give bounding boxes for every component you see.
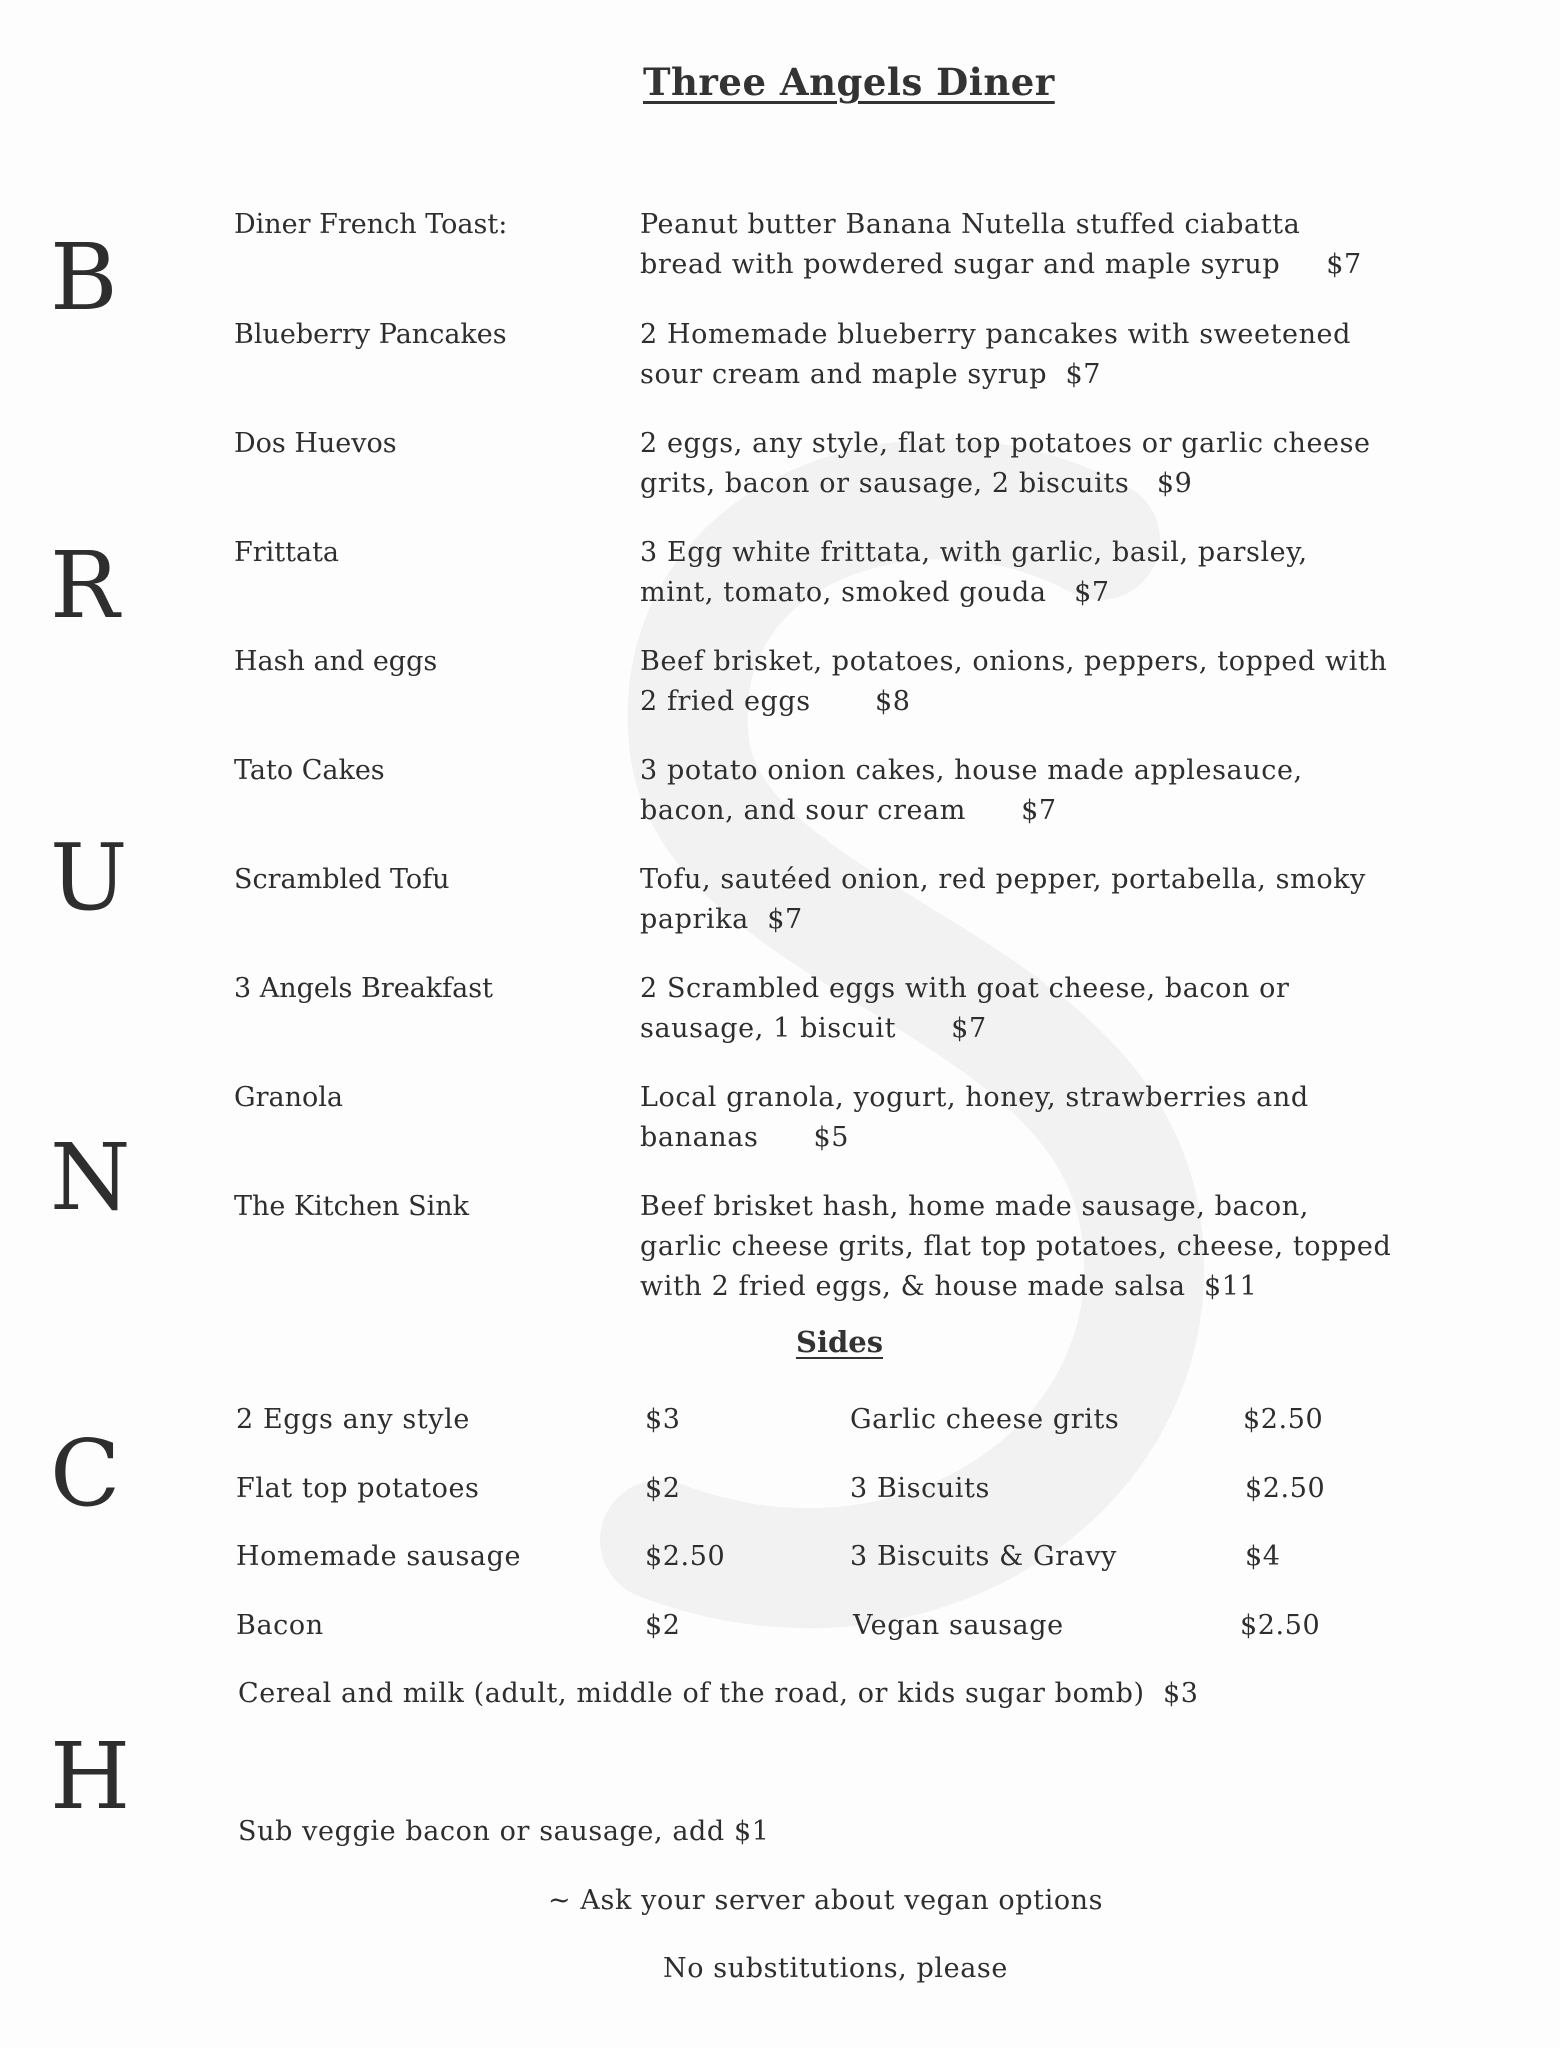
- menu-item-price: $7: [1021, 795, 1057, 826]
- description-text: mint, tomato, smoked gouda: [640, 577, 1047, 608]
- side-letter-c: C: [50, 1420, 121, 1527]
- description-text: grits, bacon or sausage, 2 biscuits: [640, 468, 1130, 499]
- menu-item-name: Diner French Toast:: [234, 209, 508, 240]
- side-name: 3 Biscuits: [850, 1473, 990, 1504]
- description-line: 2 eggs, any style, flat top potatoes or garlic cheese: [640, 428, 1371, 459]
- menu-item-description: [640, 642, 1540, 722]
- side-price: $4: [1245, 1541, 1281, 1572]
- description-text: sausage, 1 biscuit: [640, 1013, 897, 1044]
- description-line: Beef brisket, potatoes, onions, peppers, topped with: [640, 646, 1388, 677]
- menu-item-name: Granola: [234, 1082, 343, 1113]
- description-line: [640, 1009, 1540, 1049]
- side-name: Vegan sausage: [853, 1610, 1064, 1641]
- side-name: 2 Eggs any style: [236, 1404, 470, 1435]
- description-line: garlic cheese grits, flat top potatoes, cheese, topped: [640, 1231, 1392, 1262]
- side-price: $2: [645, 1610, 681, 1641]
- description-line: 3 potato onion cakes, house made applesauce,: [640, 755, 1303, 786]
- menu-item-price: $7: [1074, 577, 1110, 608]
- description-text: sour cream and maple syrup: [640, 359, 1048, 390]
- menu-item-description: [640, 860, 1540, 940]
- menu-item-name: Tato Cakes: [234, 755, 385, 786]
- watermark-s-icon: [540, 420, 1260, 1720]
- description-line: Local granola, yogurt, honey, strawberries and: [640, 1082, 1309, 1113]
- description-text: bananas: [640, 1122, 759, 1153]
- side-price: $2.50: [1243, 1404, 1324, 1435]
- description-line: Beef brisket hash, home made sausage, bacon,: [640, 1191, 1309, 1222]
- menu-item-name: Frittata: [234, 537, 340, 568]
- menu-item-name: The Kitchen Sink: [234, 1191, 469, 1222]
- side-name: Bacon: [236, 1610, 324, 1641]
- side-price: $3: [645, 1404, 681, 1435]
- menu-item-price: $11: [1204, 1271, 1258, 1302]
- description-line: [640, 573, 1540, 613]
- description-line: 2 Homemade blueberry pancakes with sweetened: [640, 319, 1352, 350]
- page-title: Three Angels Diner: [643, 60, 1055, 104]
- side-name: 3 Biscuits & Gravy: [850, 1541, 1118, 1572]
- menu-item-price: $7: [951, 1013, 987, 1044]
- menu-item-price: $7: [1326, 249, 1362, 280]
- cereal-side: [238, 1674, 1199, 1714]
- side-price: $2.50: [645, 1541, 726, 1572]
- menu-item-name: Dos Huevos: [234, 428, 397, 459]
- description-text: bacon, and sour cream: [640, 795, 966, 826]
- side-letter-n: N: [50, 1124, 131, 1231]
- description-line: Peanut butter Banana Nutella stuffed ciabatta: [640, 209, 1301, 240]
- menu-item-description: [640, 205, 1540, 285]
- side-price: $3: [1163, 1678, 1199, 1709]
- side-name: Homemade sausage: [236, 1541, 522, 1572]
- menu-item-price: $8: [875, 686, 911, 717]
- menu-item-description: [640, 751, 1540, 831]
- side-letter-h: H: [50, 1723, 131, 1830]
- description-line: [640, 1118, 1540, 1158]
- no-substitutions-note: No substitutions, please: [663, 1953, 1008, 1984]
- menu-item-description: [640, 1187, 1540, 1307]
- menu-item-price: $5: [813, 1122, 850, 1153]
- menu-item-description: [640, 533, 1540, 613]
- menu-item-description: [640, 424, 1540, 504]
- side-letter-u: U: [50, 824, 128, 931]
- description-line: [640, 355, 1540, 395]
- menu-item-price: $7: [767, 904, 803, 935]
- side-letter-r: R: [50, 532, 120, 639]
- menu-item-name: 3 Angels Breakfast: [234, 973, 493, 1004]
- description-text: 2 fried eggs: [640, 686, 811, 717]
- description-line: [640, 682, 1540, 722]
- menu-item-name: Hash and eggs: [234, 646, 438, 677]
- menu-item-description: [640, 969, 1540, 1049]
- description-line: [640, 464, 1540, 504]
- side-name: Cereal and milk (adult, middle of the road, or kids sugar bomb): [238, 1678, 1145, 1709]
- description-line: [640, 245, 1540, 285]
- description-line: 3 Egg white frittata, with garlic, basil, parsley,: [640, 537, 1308, 568]
- description-text: paprika: [640, 904, 749, 935]
- description-line: Tofu, sautéed onion, red pepper, portabella, smoky: [640, 864, 1367, 895]
- description-line: 2 Scrambled eggs with goat cheese, bacon or: [640, 973, 1290, 1004]
- menu-item-price: $9: [1156, 468, 1193, 499]
- description-line: [640, 1267, 1540, 1307]
- menu-item-name: Blueberry Pancakes: [234, 319, 507, 350]
- description-text: bread with powdered sugar and maple syrup: [640, 249, 1281, 280]
- sides-heading: Sides: [796, 1325, 884, 1359]
- description-line: [640, 900, 1540, 940]
- side-letter-b: B: [50, 224, 118, 331]
- menu-item-description: [640, 315, 1540, 395]
- side-price: $2: [645, 1473, 681, 1504]
- vegan-options-note: ~ Ask your server about vegan options: [548, 1885, 1104, 1916]
- sub-veggie-note: Sub veggie bacon or sausage, add $1: [238, 1816, 770, 1847]
- side-price: $2.50: [1240, 1610, 1321, 1641]
- side-name: Garlic cheese grits: [850, 1404, 1120, 1435]
- description-text: with 2 fried eggs, & house made salsa: [640, 1271, 1186, 1302]
- menu-item-price: $7: [1065, 359, 1102, 390]
- side-price: $2.50: [1245, 1473, 1326, 1504]
- menu-item-name: Scrambled Tofu: [234, 864, 450, 895]
- description-line: [640, 791, 1540, 831]
- menu-item-description: [640, 1078, 1540, 1158]
- side-name: Flat top potatoes: [236, 1473, 480, 1504]
